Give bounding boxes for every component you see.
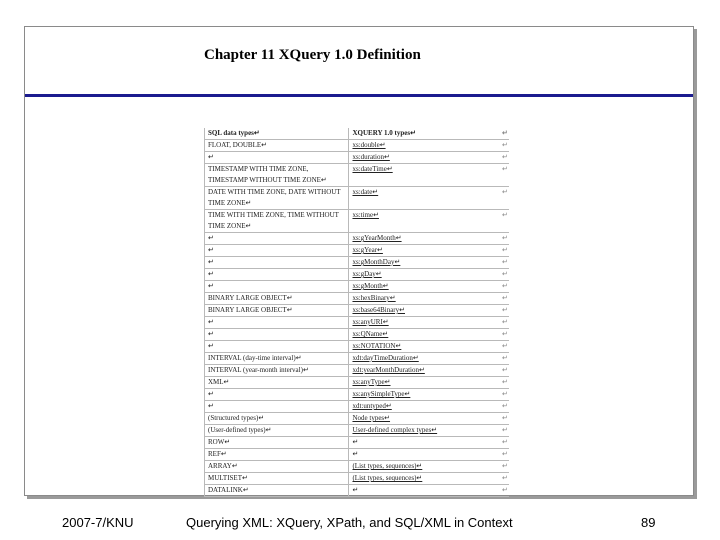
sql-type-cell: TIME WITH TIME ZONE, TIME WITHOUT TIME ZONE↵ xyxy=(205,210,349,233)
xquery-type-cell: xs:anyType↵ xyxy=(349,377,501,389)
footer-date: 2007-7/KNU xyxy=(62,515,134,530)
row-end-mark: ↵ xyxy=(501,152,509,164)
sql-type-cell: ↵ xyxy=(205,401,349,413)
xquery-type-cell: xs:gYearMonth↵ xyxy=(349,233,501,245)
sql-type-cell: ARRAY↵ xyxy=(205,461,349,473)
table-header-row xyxy=(205,128,510,140)
sql-type-cell: (Structured types)↵ xyxy=(205,413,349,425)
table-row xyxy=(205,401,510,413)
sql-type-cell: BINARY LARGE OBJECT↵ xyxy=(205,305,349,317)
row-end-mark: ↵ xyxy=(501,257,509,269)
sql-type-cell: ↵ xyxy=(205,329,349,341)
xquery-type-cell: xs:gDay↵ xyxy=(349,269,501,281)
slide-title: Chapter 11 XQuery 1.0 Definition xyxy=(204,47,421,63)
sql-type-cell: FLOAT, DOUBLE↵ xyxy=(205,140,349,152)
table-row xyxy=(205,353,510,365)
sql-type-cell: ↵ xyxy=(205,341,349,353)
xquery-type-cell: Node types↵ xyxy=(349,413,501,425)
table-row xyxy=(205,413,510,425)
xquery-type-cell: (List types, sequences)↵ xyxy=(349,461,501,473)
sql-type-cell: XML↵ xyxy=(205,377,349,389)
row-end-mark: ↵ xyxy=(501,461,509,473)
xquery-type-cell: xs:gYear↵ xyxy=(349,245,501,257)
table-row xyxy=(205,152,510,164)
row-end-mark: ↵ xyxy=(501,245,509,257)
table-row xyxy=(205,257,510,269)
row-end-mark: ↵ xyxy=(501,128,509,140)
xquery-type-cell: xs:anyURI↵ xyxy=(349,317,501,329)
xquery-type-cell: xs:hexBinary↵ xyxy=(349,293,501,305)
table-row xyxy=(205,293,510,305)
table-row xyxy=(205,269,510,281)
table-row xyxy=(205,365,510,377)
row-end-mark: ↵ xyxy=(501,281,509,293)
row-end-mark: ↵ xyxy=(501,233,509,245)
xquery-type-cell: ↵ xyxy=(349,449,501,461)
sql-type-cell: ROW↵ xyxy=(205,437,349,449)
xquery-type-cell: xs:gMonthDay↵ xyxy=(349,257,501,269)
table-row xyxy=(205,377,510,389)
sql-type-cell: MULTISET↵ xyxy=(205,473,349,485)
xquery-type-cell: ↵ xyxy=(349,437,501,449)
header-xquery-types: XQUERY 1.0 types↵ xyxy=(349,128,501,140)
row-end-mark: ↵ xyxy=(501,389,509,401)
xquery-type-cell: xs:base64Binary↵ xyxy=(349,305,501,317)
table-row xyxy=(205,425,510,437)
row-end-mark: ↵ xyxy=(501,353,509,365)
table-row xyxy=(205,140,510,152)
sql-type-cell: (User-defined types)↵ xyxy=(205,425,349,437)
xquery-type-cell: xs:time↵ xyxy=(349,210,501,233)
row-end-mark: ↵ xyxy=(501,269,509,281)
xquery-type-cell: xs:gMonth↵ xyxy=(349,281,501,293)
row-end-mark: ↵ xyxy=(501,317,509,329)
xquery-type-cell: xs:date↵ xyxy=(349,187,501,210)
row-end-mark: ↵ xyxy=(501,164,509,187)
sql-type-cell: DATE WITH TIME ZONE, DATE WITHOUT TIME ZONE↵ xyxy=(205,187,349,210)
row-end-mark: ↵ xyxy=(501,425,509,437)
table-row xyxy=(205,473,510,485)
sql-type-cell: DATALINK↵ xyxy=(205,485,349,497)
xquery-type-cell: xs:dateTime↵ xyxy=(349,164,501,187)
table-row xyxy=(205,317,510,329)
table-row xyxy=(205,341,510,353)
table-row xyxy=(205,437,510,449)
xquery-type-cell: xs:anySimpleType↵ xyxy=(349,389,501,401)
sql-type-cell: ↵ xyxy=(205,281,349,293)
table-row xyxy=(205,485,510,497)
footer-title: Querying XML: XQuery, XPath, and SQL/XML in Context xyxy=(186,515,513,530)
row-end-mark: ↵ xyxy=(501,210,509,233)
header-sql-types: SQL data types↵ xyxy=(205,128,349,140)
xquery-type-cell: ↵ xyxy=(349,485,501,497)
table-row xyxy=(205,461,510,473)
table-row xyxy=(205,210,510,233)
xquery-type-cell: xdt:yearMonthDuration↵ xyxy=(349,365,501,377)
sql-type-cell: ↵ xyxy=(205,269,349,281)
row-end-mark: ↵ xyxy=(501,401,509,413)
table-row xyxy=(205,187,510,210)
table-row xyxy=(205,281,510,293)
sql-type-cell: INTERVAL (year-month interval)↵ xyxy=(205,365,349,377)
sql-type-cell: ↵ xyxy=(205,389,349,401)
row-end-mark: ↵ xyxy=(501,413,509,425)
table-row xyxy=(205,305,510,317)
sql-type-cell: TIMESTAMP WITH TIME ZONE, TIMESTAMP WITHOUT TIME ZONE↵ xyxy=(205,164,349,187)
row-end-mark: ↵ xyxy=(501,341,509,353)
sql-type-cell: ↵ xyxy=(205,317,349,329)
table-row xyxy=(205,233,510,245)
row-end-mark: ↵ xyxy=(501,485,509,497)
xquery-type-cell: User-defined complex types↵ xyxy=(349,425,501,437)
title-rule xyxy=(25,94,693,97)
xquery-type-cell: xdt:dayTimeDuration↵ xyxy=(349,353,501,365)
sql-type-cell: ↵ xyxy=(205,233,349,245)
sql-type-cell: BINARY LARGE OBJECT↵ xyxy=(205,293,349,305)
type-mapping-table xyxy=(204,128,509,497)
row-end-mark: ↵ xyxy=(501,377,509,389)
row-end-mark: ↵ xyxy=(501,305,509,317)
sql-type-cell: ↵ xyxy=(205,152,349,164)
row-end-mark: ↵ xyxy=(501,293,509,305)
row-end-mark: ↵ xyxy=(501,140,509,152)
row-end-mark: ↵ xyxy=(501,365,509,377)
table-row xyxy=(205,245,510,257)
xquery-type-cell: (List types, sequences)↵ xyxy=(349,473,501,485)
xquery-type-cell: xs:NOTATION↵ xyxy=(349,341,501,353)
table-row xyxy=(205,164,510,187)
xquery-type-cell: xdt:untyped↵ xyxy=(349,401,501,413)
row-end-mark: ↵ xyxy=(501,437,509,449)
table-row xyxy=(205,389,510,401)
page-number: 89 xyxy=(641,515,656,530)
sql-type-cell: REF↵ xyxy=(205,449,349,461)
table-row xyxy=(205,329,510,341)
table-row xyxy=(205,449,510,461)
row-end-mark: ↵ xyxy=(501,473,509,485)
sql-type-cell: INTERVAL (day-time interval)↵ xyxy=(205,353,349,365)
row-end-mark: ↵ xyxy=(501,449,509,461)
xquery-type-cell: xs:duration↵ xyxy=(349,152,501,164)
row-end-mark: ↵ xyxy=(501,187,509,210)
xquery-type-cell: xs:QName↵ xyxy=(349,329,501,341)
sql-type-cell: ↵ xyxy=(205,245,349,257)
row-end-mark: ↵ xyxy=(501,329,509,341)
sql-type-cell: ↵ xyxy=(205,257,349,269)
xquery-type-cell: xs:double↵ xyxy=(349,140,501,152)
